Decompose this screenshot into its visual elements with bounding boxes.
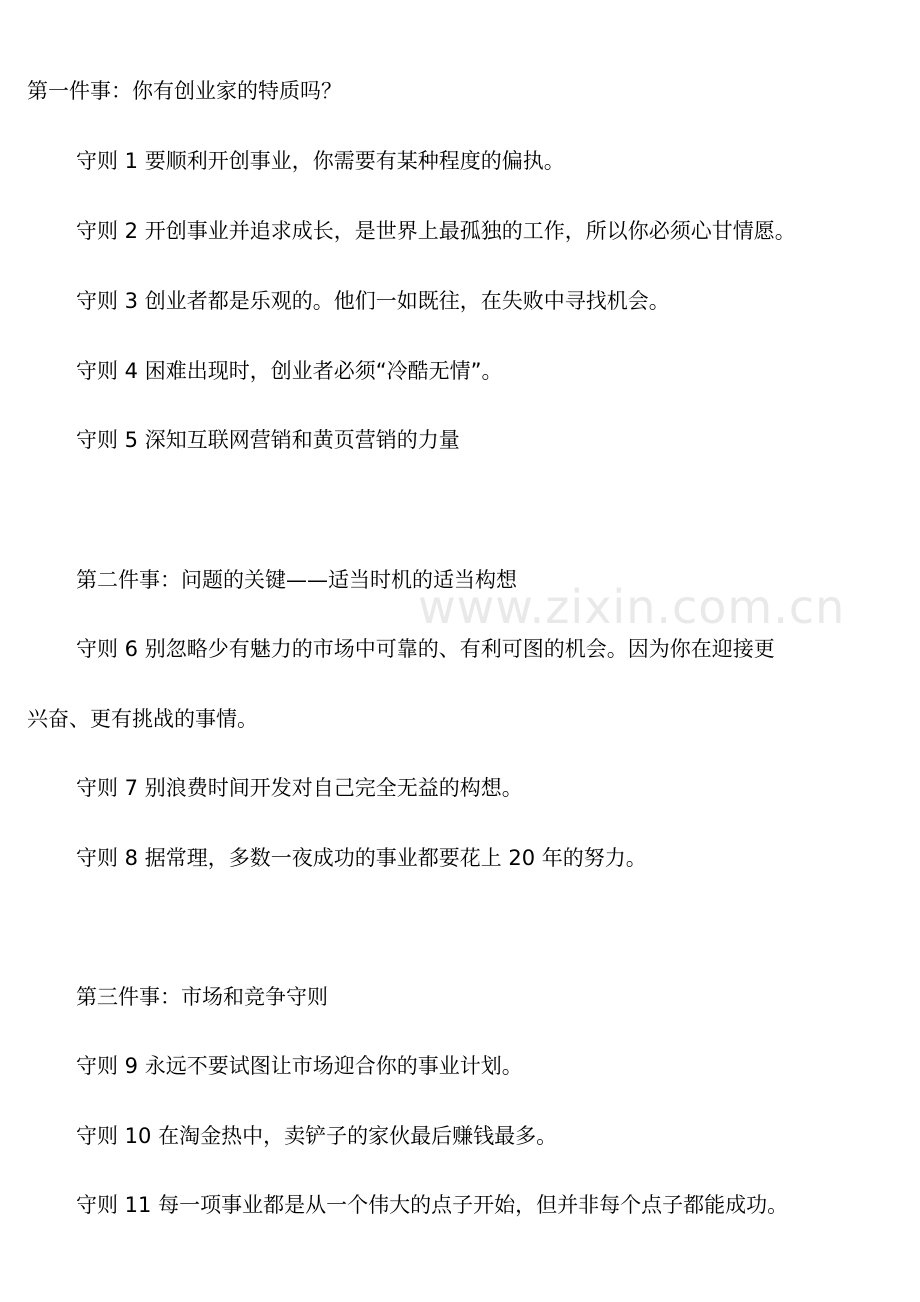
rule-7: 守则 7 别浪费时间开发对自己完全无益的构想。 bbox=[76, 776, 523, 800]
rule-4: 守则 4 困难出现时，创业者必须“冷酷无情”。 bbox=[76, 359, 503, 383]
rule-8: 守则 8 据常理，多数一夜成功的事业都要花上 20 年的努力。 bbox=[76, 846, 647, 870]
rule-1: 守则 1 要顺利开创事业，你需要有某种程度的偏执。 bbox=[76, 149, 565, 173]
section-heading-1: 第一件事：你有创业家的特质吗？ bbox=[27, 79, 342, 103]
rule-6: 守则 6 别忽略少有魅力的市场中可靠的、有利可图的机会。因为你在迎接更 bbox=[76, 637, 775, 661]
rule-10: 守则 10 在淘金热中，卖铲子的家伙最后赚钱最多。 bbox=[76, 1124, 558, 1148]
section-heading-2: 第二件事：问题的关键——适当时机的适当构想 bbox=[76, 568, 517, 592]
rule-9: 守则 9 永远不要试图让市场迎合你的事业计划。 bbox=[76, 1054, 523, 1078]
section-heading-3: 第三件事：市场和竞争守则 bbox=[76, 985, 328, 1009]
watermark: www.zixin.com.cn bbox=[418, 580, 846, 634]
rule-3: 守则 3 创业者都是乐观的。他们一如既往，在失败中寻找机会。 bbox=[76, 289, 670, 313]
rule-2: 守则 2 开创事业并追求成长，是世界上最孤独的工作，所以你必须心甘情愿。 bbox=[76, 219, 796, 243]
rule-6-continuation: 兴奋、更有挑战的事情。 bbox=[27, 707, 258, 731]
rule-5: 守则 5 深知互联网营销和黄页营销的力量 bbox=[76, 428, 460, 452]
rule-11: 守则 11 每一项事业都是从一个伟大的点子开始，但并非每个点子都能成功。 bbox=[76, 1193, 789, 1217]
